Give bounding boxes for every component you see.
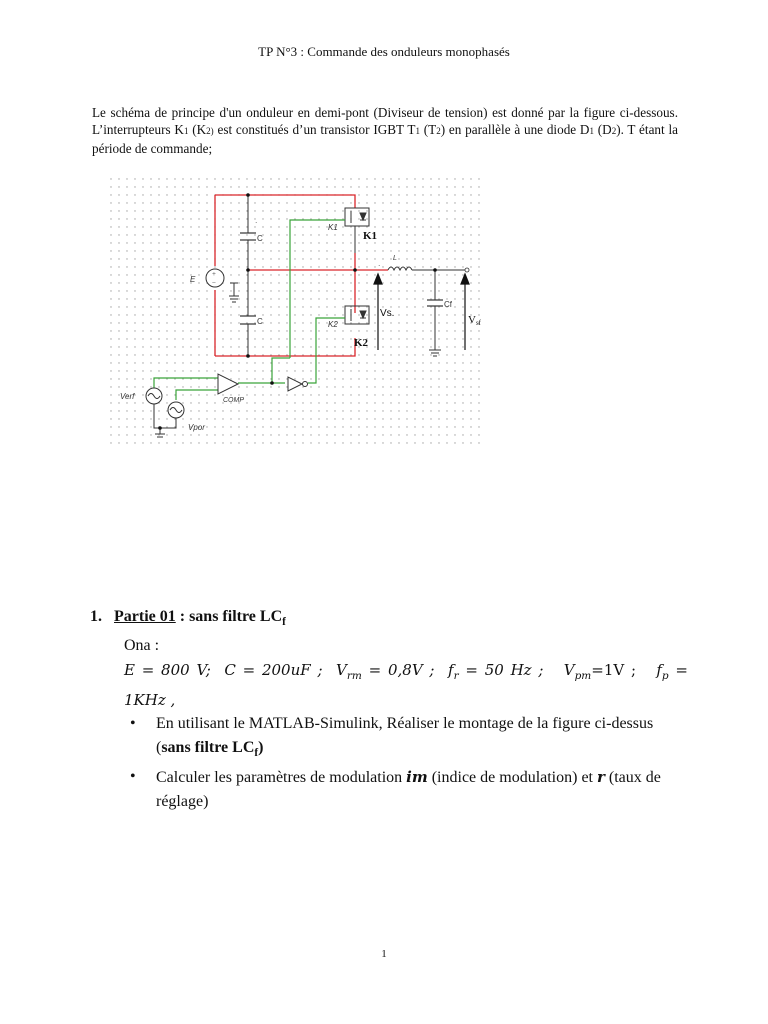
source-verf (146, 388, 162, 404)
svg-text:·: · (255, 219, 258, 227)
label-vpor: Vpor (188, 423, 205, 432)
label-cf: Cf (444, 300, 452, 309)
label-k1-small: K1 (328, 223, 338, 232)
half-bridge-schematic (110, 178, 484, 450)
label-l: L (393, 255, 397, 262)
intro-paragraph: Le schéma de principe d'un onduleur en demi-pont (Diviseur de tension) est donné par la figure ci-dessous. L’interrupteurs K1 (K2) est constitués d’un transistor IGBT T1 (T2) en parallèle à une diode D1 (D2). T étant la période de commande; (92, 105, 678, 156)
parameters-line: E = 800 V; C = 200uF ; $V_{rm} = 0,8V$ ; $f_r = 50$ Hz ; $V_{pm}=1V$ ; $f_p$ = (124, 661, 688, 683)
label-c-top: C (257, 234, 263, 243)
label-k2-small: K2 (328, 320, 338, 329)
dot-grid (110, 178, 484, 450)
task-item-2: • Calculer les paramètres de modulation im (indice de modulation) et r (taux de réglage) (130, 765, 690, 814)
label-verf: Verf (120, 392, 135, 401)
source-vpor (168, 402, 184, 418)
label-k1-bold: K1 (363, 230, 378, 242)
svg-text:+: + (212, 270, 216, 278)
page-header: TP N°3 : Commande des onduleurs monophasés (258, 44, 510, 59)
task-item-1: • En utilisant le MATLAB-Simulink, Réaliser le montage de la figure ci-dessus (sans filtre $LC_f$) (130, 712, 690, 765)
parameters-line-2: 1KHz , (124, 691, 176, 710)
label-e: E (190, 275, 196, 284)
label-c-bottom: C (257, 317, 263, 326)
page-number: 1 (381, 948, 387, 960)
section-title: 1. Partie 01 : sans filtre $LC_f$ (90, 608, 286, 629)
label-vs: Vs. (380, 308, 395, 319)
svg-text:−: − (212, 279, 216, 287)
label-comp: COMP (223, 397, 244, 404)
dc-source (206, 269, 224, 287)
label-k2-bold: K2 (354, 337, 369, 349)
svg-text:·: · (378, 262, 381, 270)
section-partie-01 (90, 605, 690, 814)
task-list (90, 712, 690, 814)
label-vsf: Vsf (468, 314, 482, 327)
ona-label: Ona : (124, 637, 160, 655)
